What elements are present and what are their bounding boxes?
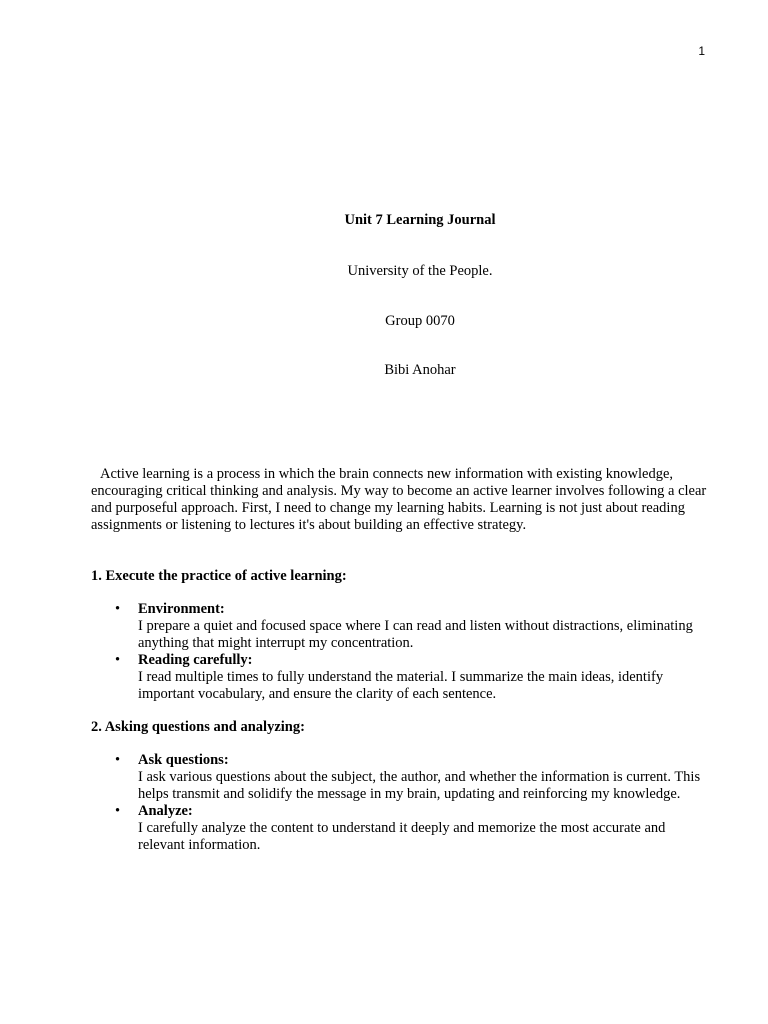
list-item xyxy=(91,601,711,652)
page-number: 1 xyxy=(698,44,705,58)
bullet-icon: • xyxy=(115,752,121,768)
intro-paragraph xyxy=(91,466,711,534)
list-item-title: Environment: xyxy=(138,601,225,617)
group-name: Group 0070 xyxy=(385,313,455,329)
document-title: Unit 7 Learning Journal xyxy=(344,212,496,228)
list-item-text: I read multiple times to fully understand the material. I summarize the main ideas, identify important vocabulary, and ensure the clarity of each sentence. xyxy=(138,669,664,702)
bullet-list xyxy=(91,752,711,854)
list-item-title: Analyze: xyxy=(138,803,193,819)
list-item-text: I prepare a quiet and focused space where I can read and listen without distractions, eliminating anything that might interrupt my concentration. xyxy=(138,618,693,651)
list-item-text: I carefully analyze the content to understand it deeply and memorize the most accurate and relevant information. xyxy=(138,820,666,853)
author-name: Bibi Anohar xyxy=(384,362,456,378)
list-item xyxy=(91,752,711,803)
bullet-icon: • xyxy=(115,803,121,819)
list-item-title: Reading carefully: xyxy=(138,652,253,668)
bullet-icon: • xyxy=(115,652,121,668)
university-name: University of the People. xyxy=(347,263,493,279)
list-item xyxy=(91,652,711,703)
intro-text: Active learning is a process in which the brain connects new information with existing knowledge, encouraging critical thinking and analysis. My way to become an active learner involves following a clear and purposeful approach. First, I need to change my learning habits. Learning is not just about reading assignments or listening to lectures it's about building an effective strategy. xyxy=(91,466,707,533)
section-heading: 2. Asking questions and analyzing: xyxy=(91,719,305,735)
list-item xyxy=(91,803,711,854)
section-heading: 1. Execute the practice of active learning: xyxy=(91,568,347,584)
bullet-icon: • xyxy=(115,601,121,617)
bullet-list xyxy=(91,601,711,703)
list-item-text: I ask various questions about the subject, the author, and whether the information is current. This helps transmit and solidify the message in my brain, updating and reinforcing my knowledge. xyxy=(138,769,701,802)
list-item-title: Ask questions: xyxy=(138,752,229,768)
